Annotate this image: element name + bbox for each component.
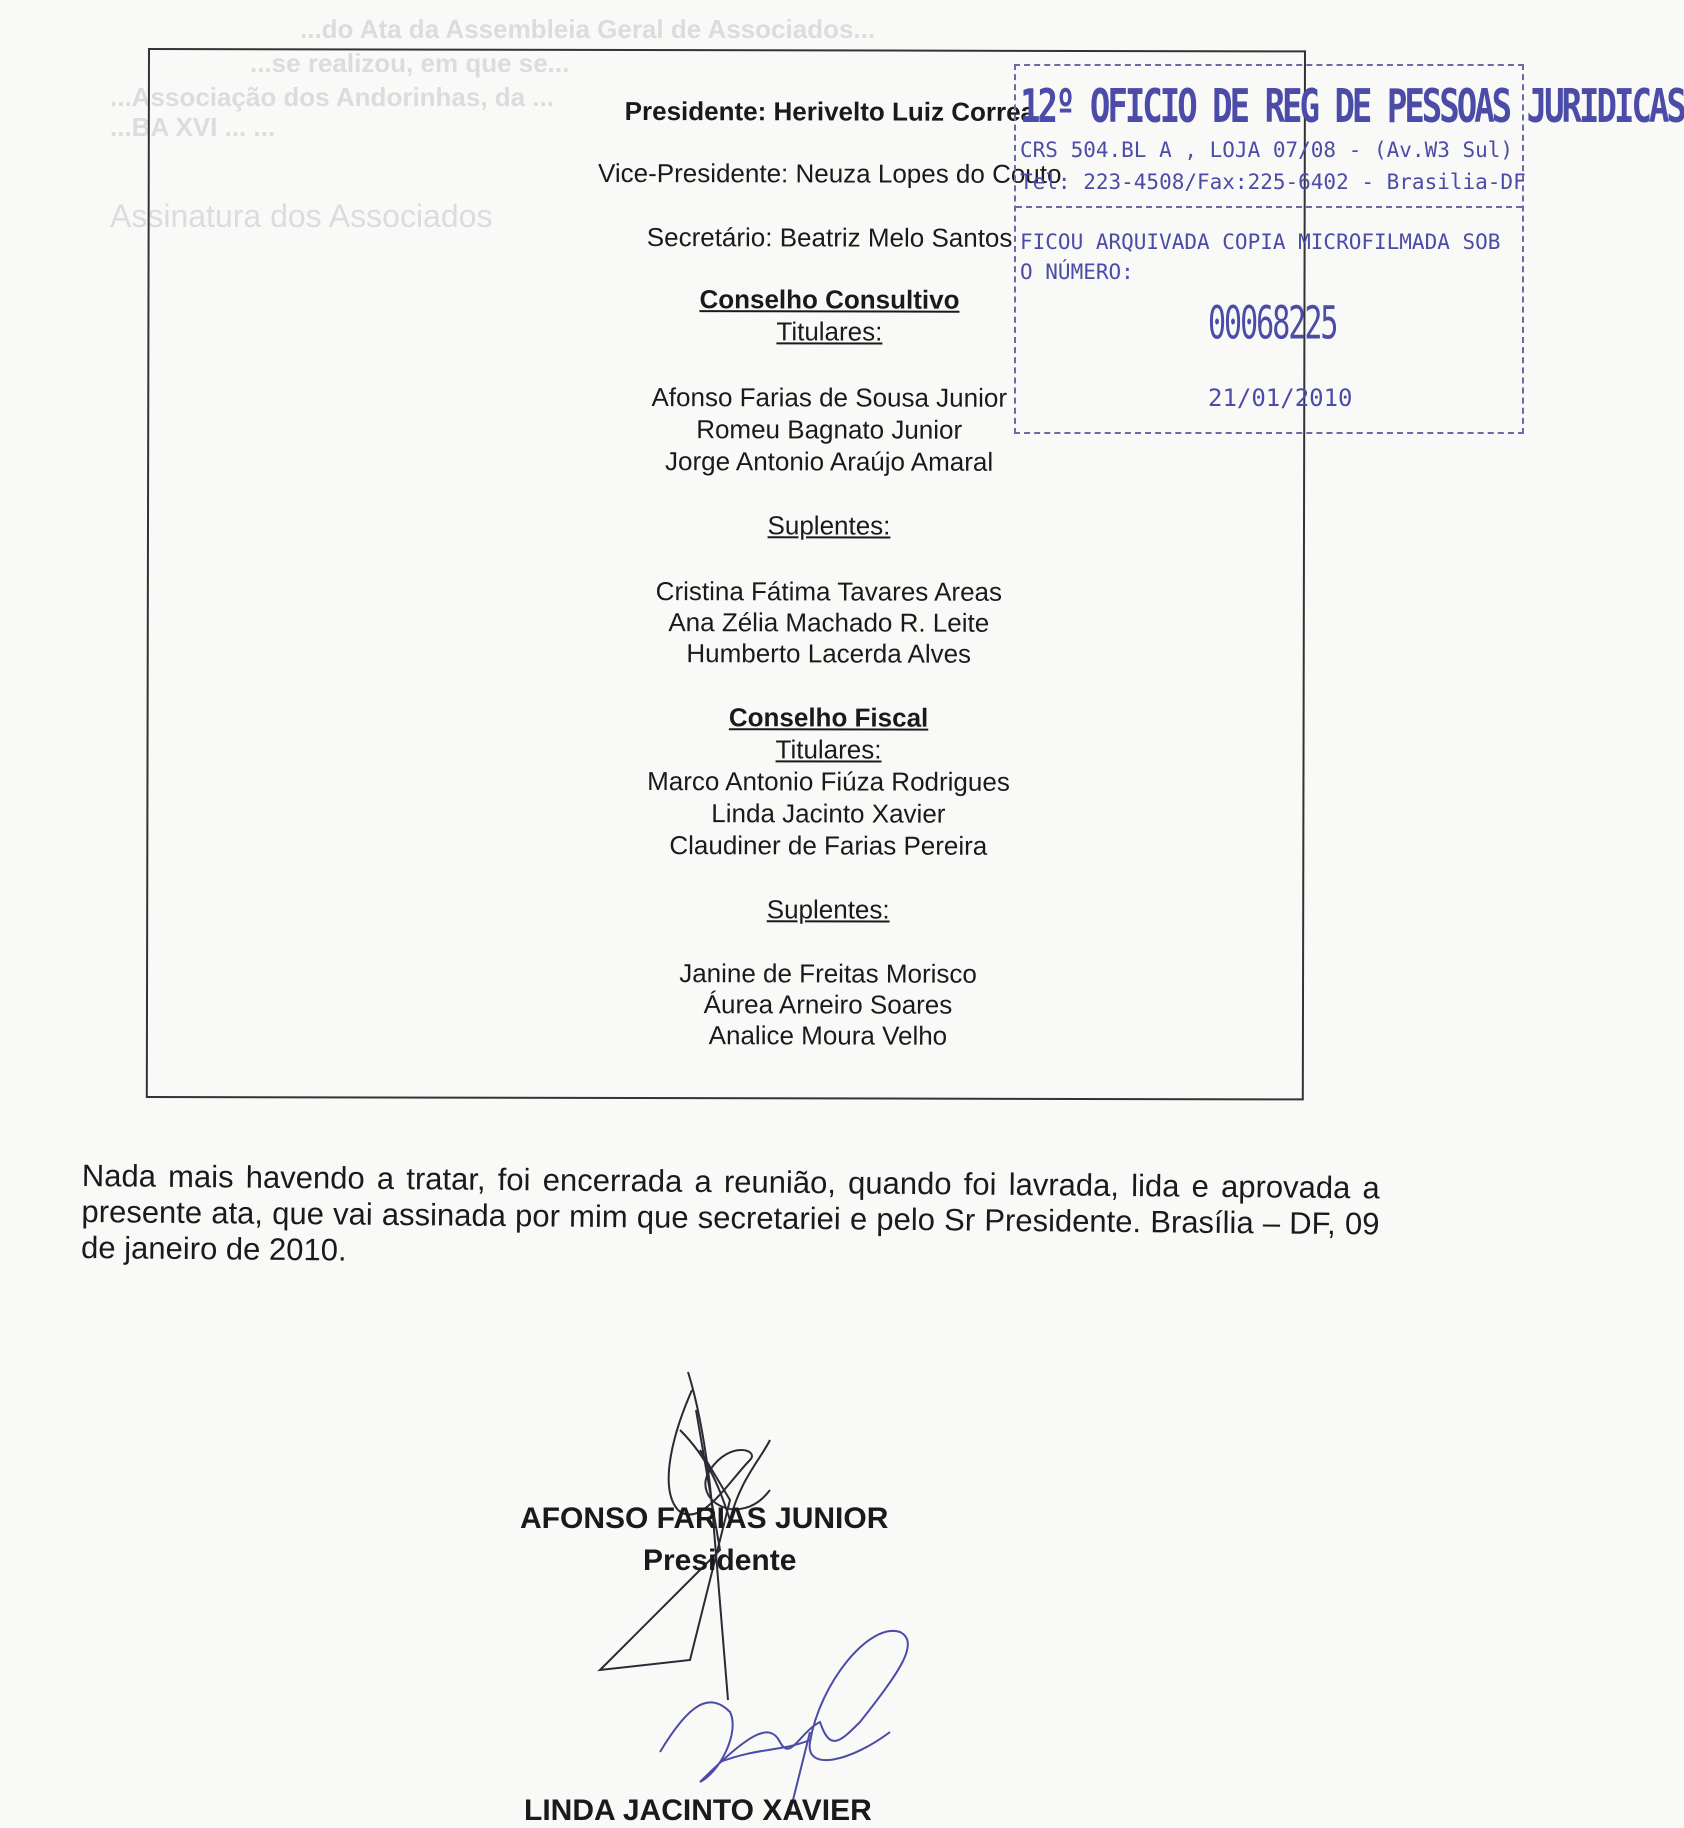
president-line: Presidente: Herivelto Luiz Correa [624,95,1036,127]
secretary-line: Secretário: Beatriz Melo Santos [646,222,1013,253]
stamp-title: 12º OFICIO DE REG DE PESSOAS JURIDICAS [1020,80,1684,134]
fiscal-titular-name: Marco Antonio Fiúza Rodrigues [647,766,1010,797]
president-role: Presidente [643,1544,797,1577]
stamp-number: 00068225 [1208,298,1337,351]
fiscal-suplente-name: Analice Moura Velho [708,1020,948,1051]
registry-stamp [1014,64,1684,434]
president-name: AFONSO FARIAS JUNIOR [520,1502,889,1535]
stamp-phone: Tel: 223-4508/Fax:225-6402 - Brasilia-DF [1020,170,1526,194]
advisory-suplente-name: Cristina Fátima Tavares Areas [655,576,1003,607]
advisory-council-heading: Conselho Consultivo [699,284,960,315]
secretary-signature [620,1612,940,1812]
fiscal-council-heading: Conselho Fiscal [728,702,929,733]
vice-president-line: Vice-Presidente: Neuza Lopes do Couto [597,157,1062,189]
closing-paragraph: Nada mais havendo a tratar, foi encerrada a reunião, quando foi lavrada, lida e aprovada a presente ata, que vai assinada por mim que secretariei e pelo Sr Presidente. Brasília – DF, 09 de janeiro de 2010. [80,1158,1380,1268]
ghost-text: Assinatura dos Associados [110,198,493,234]
fiscal-suplentes-label: Suplentes: [766,894,890,925]
fiscal-titular-name: Linda Jacinto Xavier [711,798,946,829]
advisory-suplente-name: Ana Zélia Machado R. Leite [668,607,990,638]
advisory-titulares-label: Titulares: [776,316,883,347]
secretary-name: LINDA JACINTO XAVIER [524,1794,872,1827]
fiscal-titulares-label: Titulares: [775,734,882,765]
advisory-titular-name: Romeu Bagnato Junior [696,414,963,445]
stamp-note-line1: FICOU ARQUIVADA COPIA MICROFILMADA SOB [1020,230,1501,254]
advisory-suplentes-label: Suplentes: [767,510,891,541]
fiscal-titular-name: Claudiner de Farias Pereira [669,830,988,861]
fiscal-suplente-name: Áurea Arneiro Soares [703,989,953,1020]
stamp-note-line2: O NÚMERO: [1020,260,1134,284]
stamp-address: CRS 504.BL A , LOJA 07/08 - (Av.W3 Sul) [1020,138,1514,162]
advisory-titular-name: Afonso Farias de Sousa Junior [651,382,1008,413]
fiscal-suplente-name: Janine de Freitas Morisco [679,958,977,989]
advisory-titular-name: Jorge Antonio Araújo Amaral [665,446,994,477]
advisory-suplente-name: Humberto Lacerda Alves [686,638,972,669]
stamp-date: 21/01/2010 [1208,384,1353,412]
